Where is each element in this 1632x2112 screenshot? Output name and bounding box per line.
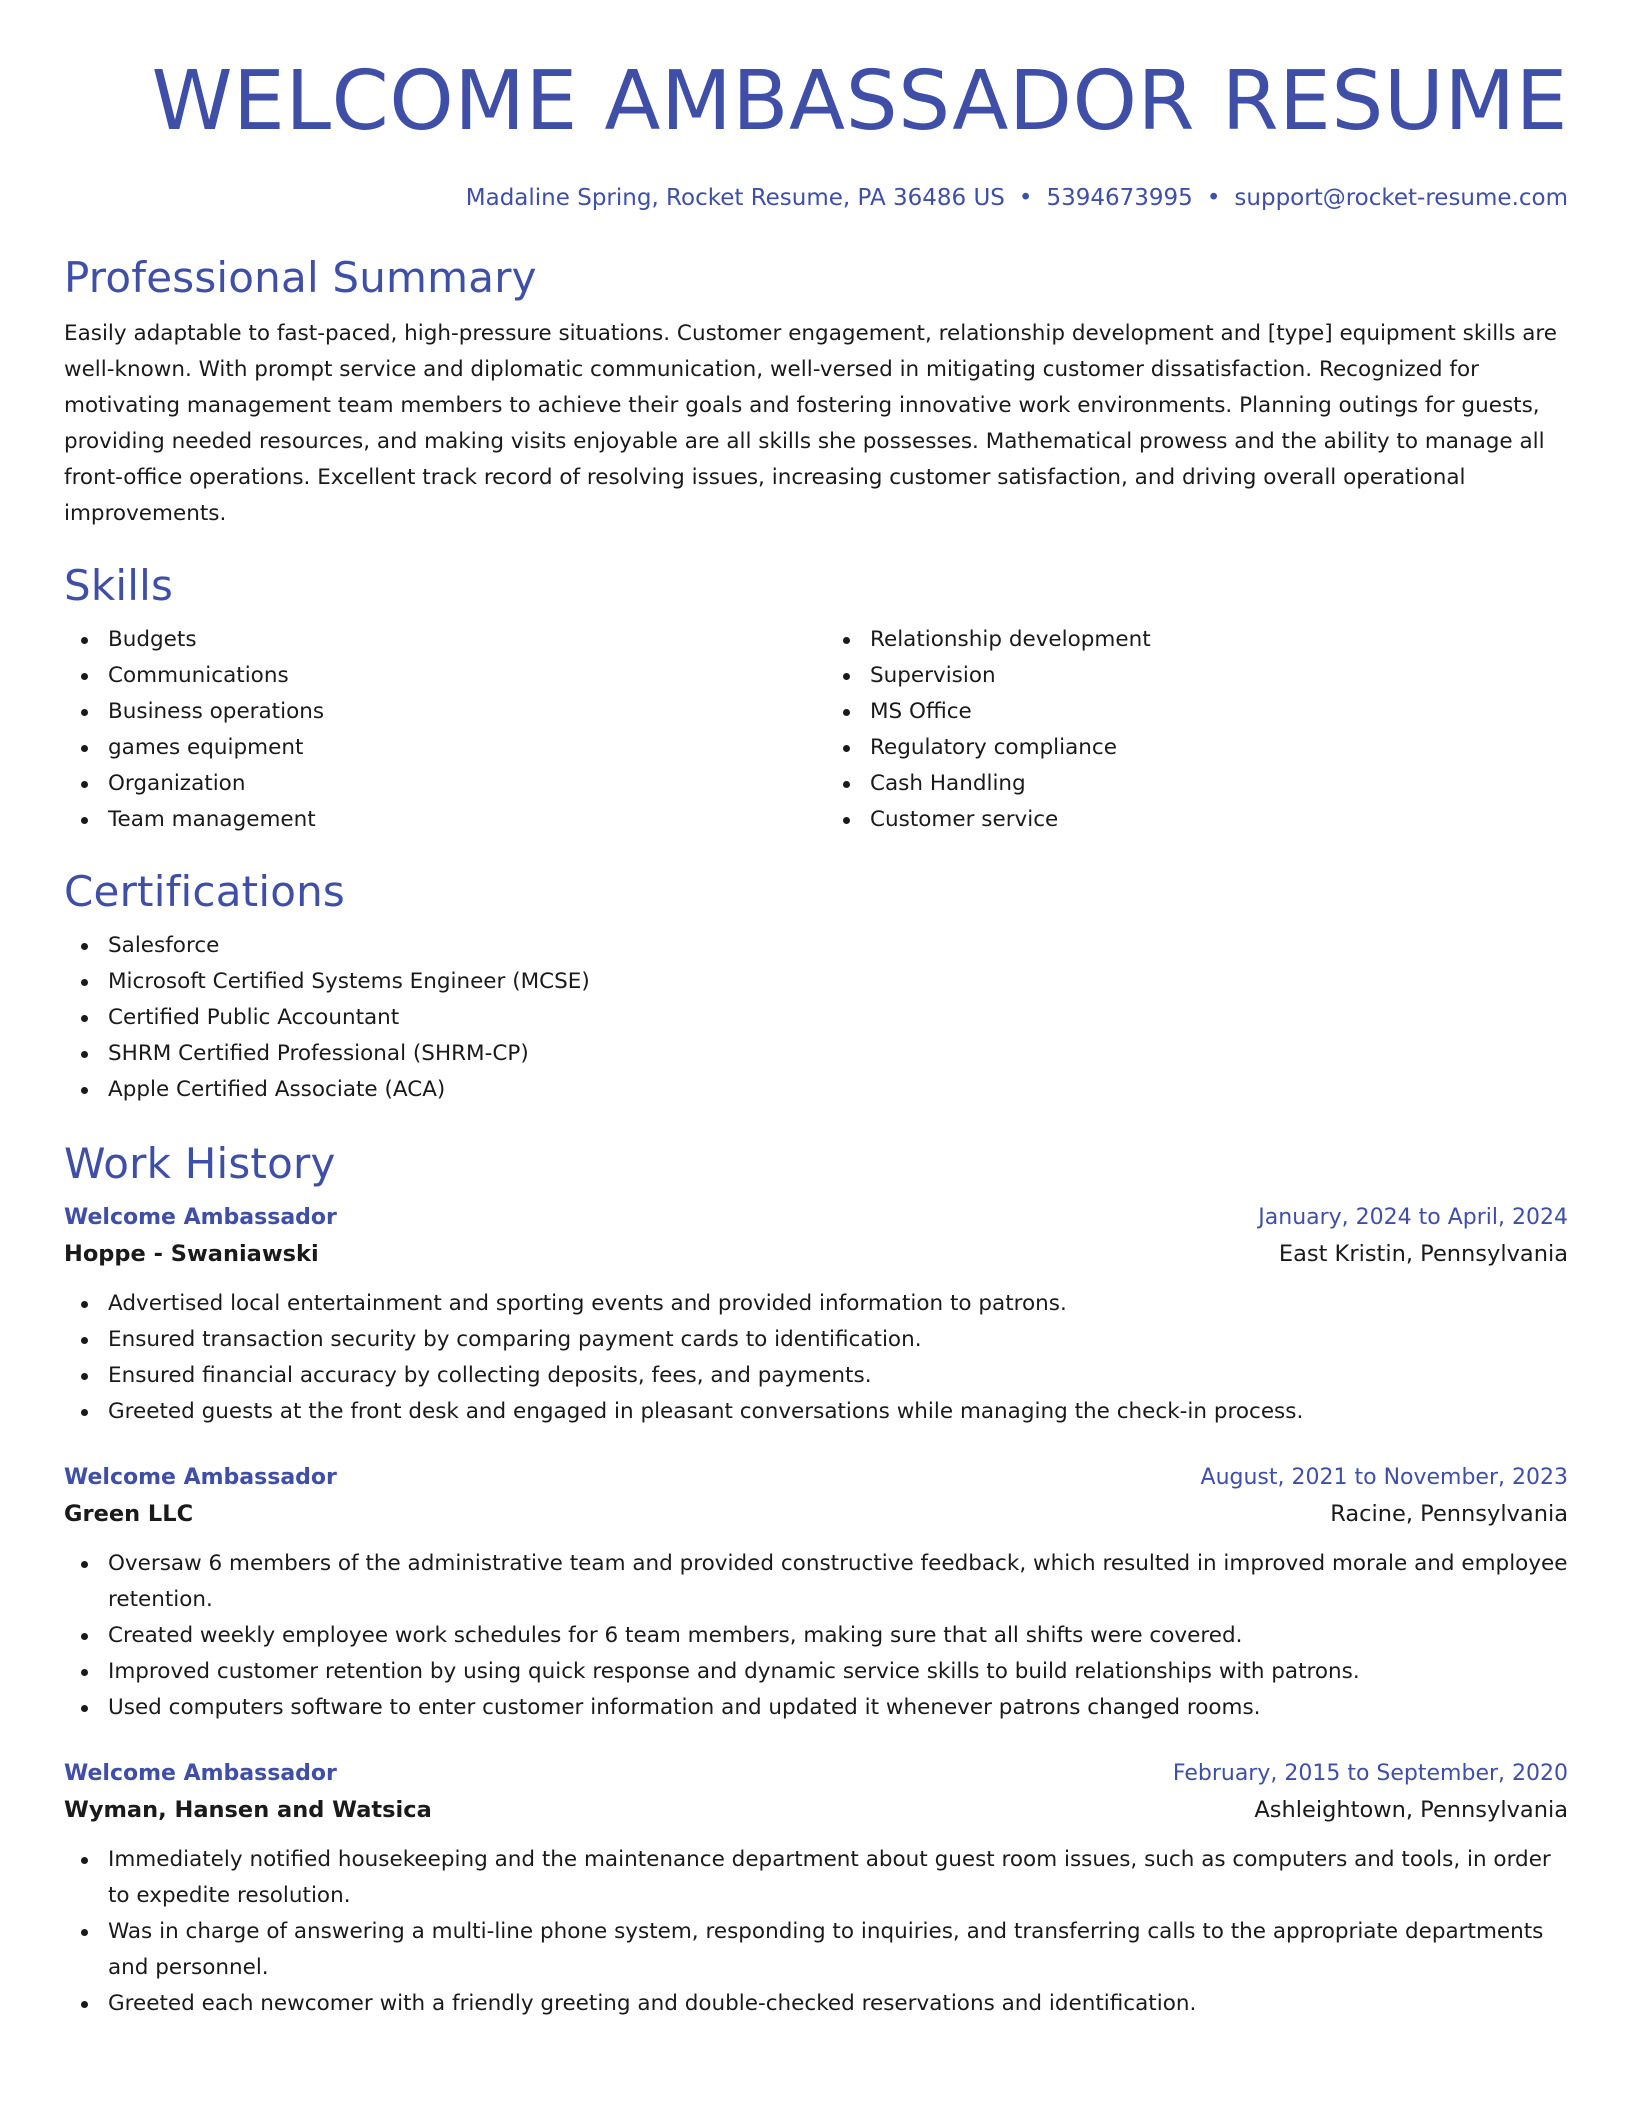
certification-item: Certified Public Accountant xyxy=(64,1000,1568,1036)
summary-heading: Professional Summary xyxy=(64,253,537,302)
job-bullet: Greeted guests at the front desk and engaged in pleasant conversations while managing the check-in process. xyxy=(64,1394,1568,1430)
skills-heading: Skills xyxy=(64,561,174,610)
skill-item: Relationship development xyxy=(826,622,1568,658)
job-bullet: Was in charge of answering a multi-line phone system, responding to inquiries, and transferring calls to the appropriate departments and personnel. xyxy=(64,1914,1568,1986)
certification-item: Salesforce xyxy=(64,928,1568,964)
skill-item: MS Office xyxy=(826,694,1568,730)
contact-separator: • xyxy=(1206,185,1221,211)
job-title-row xyxy=(64,1460,1568,1496)
job-location: Ashleightown, Pennsylvania xyxy=(1254,1797,1568,1823)
job-title: Welcome Ambassador xyxy=(64,1205,337,1230)
job-title: Welcome Ambassador xyxy=(64,1761,337,1786)
job-bullets xyxy=(64,1842,1568,2022)
job-dates: January, 2024 to April, 2024 xyxy=(1258,1205,1568,1230)
skill-item: Communications xyxy=(64,658,806,694)
skill-item: Customer service xyxy=(826,802,1568,838)
skills-left-list xyxy=(64,622,806,838)
job-location: Racine, Pennsylvania xyxy=(1330,1501,1568,1527)
job-company-row xyxy=(64,1496,1568,1532)
job-dates: August, 2021 to November, 2023 xyxy=(1200,1465,1568,1490)
skill-item: Regulatory compliance xyxy=(826,730,1568,766)
skill-item: Budgets xyxy=(64,622,806,658)
job-company: Green LLC xyxy=(64,1501,194,1527)
job-bullet: Created weekly employee work schedules for 6 team members, making sure that all shifts were covered. xyxy=(64,1618,1568,1654)
certification-item: Apple Certified Associate (ACA) xyxy=(64,1072,1568,1108)
job-bullet: Greeted each newcomer with a friendly greeting and double-checked reservations and identification. xyxy=(64,1986,1568,2022)
skill-item: Cash Handling xyxy=(826,766,1568,802)
job-bullets xyxy=(64,1546,1568,1726)
job-title-row xyxy=(64,1756,1568,1792)
job-bullet: Improved customer retention by using quick response and dynamic service skills to build relationships with patrons. xyxy=(64,1654,1568,1690)
job-location: East Kristin, Pennsylvania xyxy=(1278,1241,1568,1267)
contact-address: Madaline Spring, Rocket Resume, PA 36486 US xyxy=(465,185,1005,211)
job-company: Hoppe - Swaniawski xyxy=(64,1241,319,1267)
skill-item: Business operations xyxy=(64,694,806,730)
job-bullet: Oversaw 6 members of the administrative team and provided constructive feedback, which resulted in improved morale and employee retention. xyxy=(64,1546,1568,1618)
skill-item: games equipment xyxy=(64,730,806,766)
job-title: Welcome Ambassador xyxy=(64,1465,337,1490)
skills-right-list xyxy=(826,622,1568,838)
job-entry xyxy=(64,1756,1568,2022)
job-company: Wyman, Hansen and Watsica xyxy=(64,1797,432,1823)
job-bullet: Advertised local entertainment and sporting events and provided information to patrons. xyxy=(64,1286,1568,1322)
job-entry xyxy=(64,1460,1568,1726)
resume-page xyxy=(64,52,1568,2022)
skill-item: Team management xyxy=(64,802,806,838)
certification-item: Microsoft Certified Systems Engineer (MCSE) xyxy=(64,964,1568,1000)
certification-item: SHRM Certified Professional (SHRM-CP) xyxy=(64,1036,1568,1072)
skill-item: Organization xyxy=(64,766,806,802)
job-bullet: Ensured financial accuracy by collecting deposits, fees, and payments. xyxy=(64,1358,1568,1394)
resume-title: WELCOME AMBASSADOR RESUME xyxy=(151,54,1568,149)
job-company-row xyxy=(64,1792,1568,1828)
job-bullet: Ensured transaction security by comparing payment cards to identification. xyxy=(64,1322,1568,1358)
contact-email: support@rocket-resume.com xyxy=(1234,185,1568,211)
job-bullet: Used computers software to enter customer information and updated it whenever patrons changed rooms. xyxy=(64,1690,1568,1726)
resume-header xyxy=(64,52,1568,214)
job-dates: February, 2015 to September, 2020 xyxy=(1172,1761,1568,1786)
skill-item: Supervision xyxy=(826,658,1568,694)
job-bullets xyxy=(64,1286,1568,1430)
job-entry xyxy=(64,1200,1568,1430)
skills-columns xyxy=(64,622,1568,838)
certifications-heading: Certifications xyxy=(64,867,345,916)
contact-phone: 5394673995 xyxy=(1046,185,1193,211)
job-company-row xyxy=(64,1236,1568,1272)
job-title-row xyxy=(64,1200,1568,1236)
summary-text: Easily adaptable to fast-paced, high-pressure situations. Customer engagement, relationship development and [type] equipment skills are well-known. With prompt service and diplomatic communication, well-versed in mitigating customer dissatisfaction. Recognized for motivating management team members to achieve their goals and fostering innovative work environments. Planning outings for guests, providing needed resources, and making visits enjoyable are all skills she possesses. Mathematical prowess and the ability to manage all front-office operations. Excellent track record of resolving issues, increasing customer satisfaction, and driving overall operational improvements. xyxy=(64,321,1558,526)
work-history-heading: Work History xyxy=(64,1139,336,1188)
contact-separator: • xyxy=(1018,185,1033,211)
job-bullet: Immediately notified housekeeping and the maintenance department about guest room issues, such as computers and tools, in order to expedite resolution. xyxy=(64,1842,1568,1914)
certifications-list xyxy=(64,928,1568,1108)
contact-line xyxy=(64,182,1568,214)
